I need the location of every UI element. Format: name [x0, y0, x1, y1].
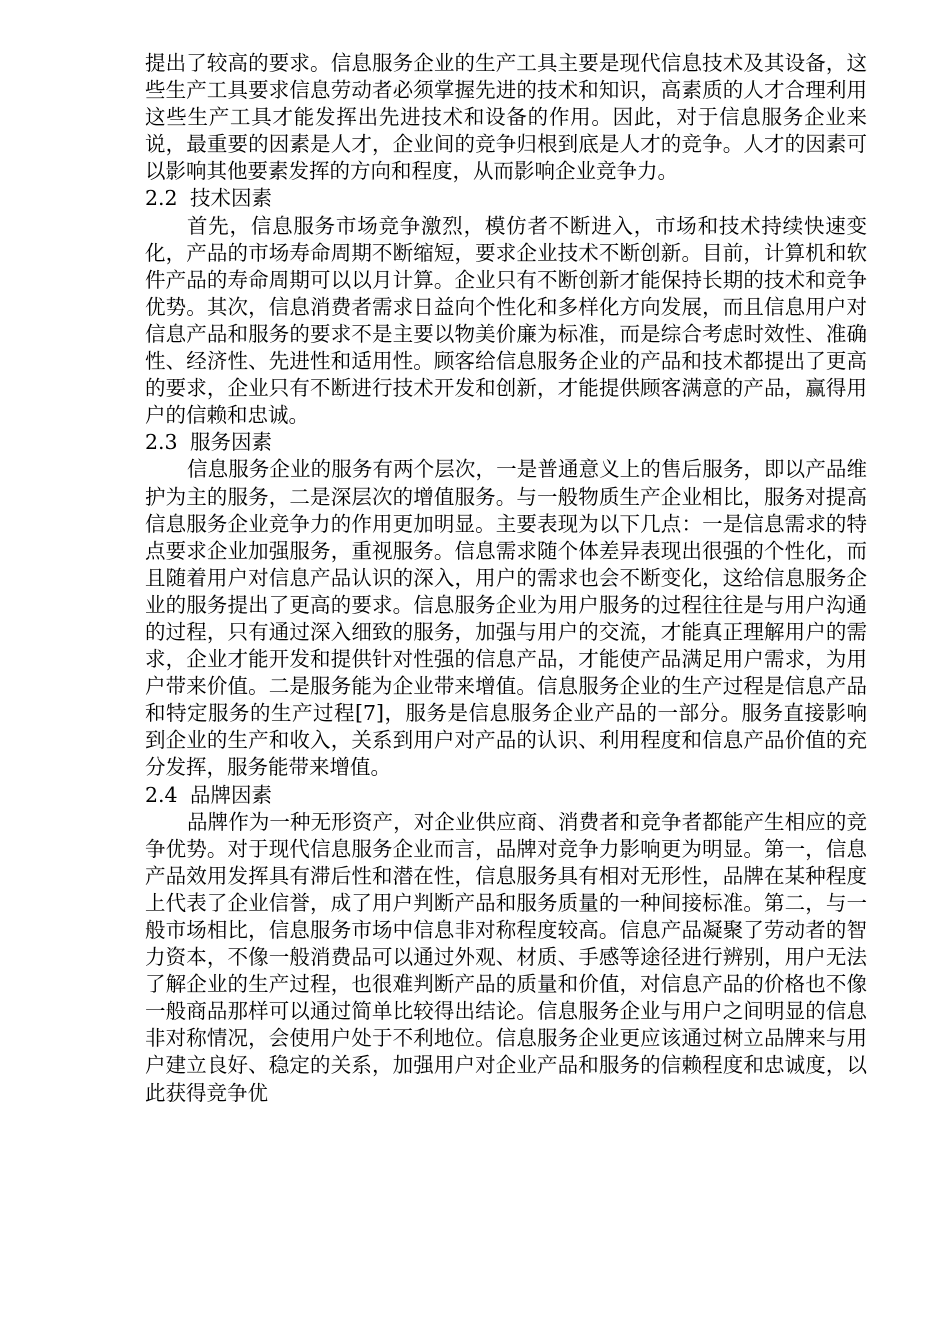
section-title: 品牌因素 [190, 782, 272, 807]
section-title: 服务因素 [190, 430, 272, 455]
section-2-3-paragraph: 信息服务企业的服务有两个层次，一是普通意义上的售后服务，即以产品维护为主的服务，二是深层次的增值服务。与一般物质生产企业相比，服务对提高信息服务企业竞争力的作用更加明显。主要表现为以下几点：一是信息需求的特点要求企业加强服务，重视服务。信息需求随个体差异表现出很强的个性化，而且随着用户对信息产品认识的深入，用户的需求也会不断变化，这给信息服务企业的服务提出了更高的要求。信息服务企业为用户服务的过程往往是与用户沟通的过程，只有通过深入细致的服务，加强与用户的交流，才能真正理解用户的需求，企业才能开发和提供针对性强的信息产品，才能使产品满足用户需求，为用户带来价值。二是服务能为企业带来增值。信息服务企业的生产过程是信息产品和特定服务的生产过程[7]，服务是信息服务企业产品的一部分。服务直接影响到企业的生产和收入，关系到用户对产品的认识、利用程度和信息产品价值的充分发挥，服务能带来增值。 [145, 457, 867, 780]
section-number: 2.4 [145, 782, 178, 807]
document-body [145, 50, 867, 1107]
section-2-4-paragraph: 品牌作为一种无形资产，对企业供应商、消费者和竞争者都能产生相应的竞争优势。对于现代信息服务企业而言，品牌对竞争力影响更为明显。第一，信息产品效用发挥具有滞后性和潜在性，信息服务具有相对无形性，品牌在某种程度上代表了企业信誉，成了用户判断产品和服务质量的一种间接标准。第二，与一般市场相比，信息服务市场中信息非对称程度较高。信息产品凝聚了劳动者的智力资本，不像一般消费品可以通过外观、材质、手感等途径进行辨别，用户无法了解企业的生产过程，也很难判断产品的质量和价值，对信息产品的价格也不像一般商品那样可以通过简单比较得出结论。信息服务企业与用户之间明显的信息非对称情况，会使用户处于不利地位。信息服务企业更应该通过树立品牌来与用户建立良好、稳定的关系，加强用户对企业产品和服务的信赖程度和忠诚度，以此获得竞争优 [145, 809, 867, 1105]
section-heading-2-3 [145, 429, 867, 456]
section-heading-2-2 [145, 185, 867, 212]
section-heading-2-4 [145, 782, 867, 809]
section-number: 2.3 [145, 430, 178, 455]
section-number: 2.2 [145, 186, 178, 211]
section-2-2-paragraph: 首先，信息服务市场竞争激烈，模仿者不断进入，市场和技术持续快速变化，产品的市场寿命周期不断缩短，要求企业技术不断创新。目前，计算机和软件产品的寿命周期可以以月计算。企业只有不断创新才能保持长期的技术和竞争优势。其次，信息消费者需求日益向个性化和多样化方向发展，而且信息用户对信息产品和服务的要求不是主要以物美价廉为标准，而是综合考虑时效性、准确性、经济性、先进性和适用性。顾客给信息服务企业的产品和技术都提出了更高的要求，企业只有不断进行技术开发和创新，才能提供顾客满意的产品，赢得用户的信赖和忠诚。 [145, 213, 867, 428]
intro-paragraph: 提出了较高的要求。信息服务企业的生产工具主要是现代信息技术及其设备，这些生产工具要求信息劳动者必须掌握先进的技术和知识，高素质的人才合理利用这些生产工具才能发挥出先进技术和设备的作用。因此，对于信息服务企业来说，最重要的因素是人才，企业间的竞争归根到底是人才的竞争。人才的因素可以影响其他要素发挥的方向和程度，从而影响企业竞争力。 [145, 51, 867, 184]
section-title: 技术因素 [190, 186, 272, 211]
